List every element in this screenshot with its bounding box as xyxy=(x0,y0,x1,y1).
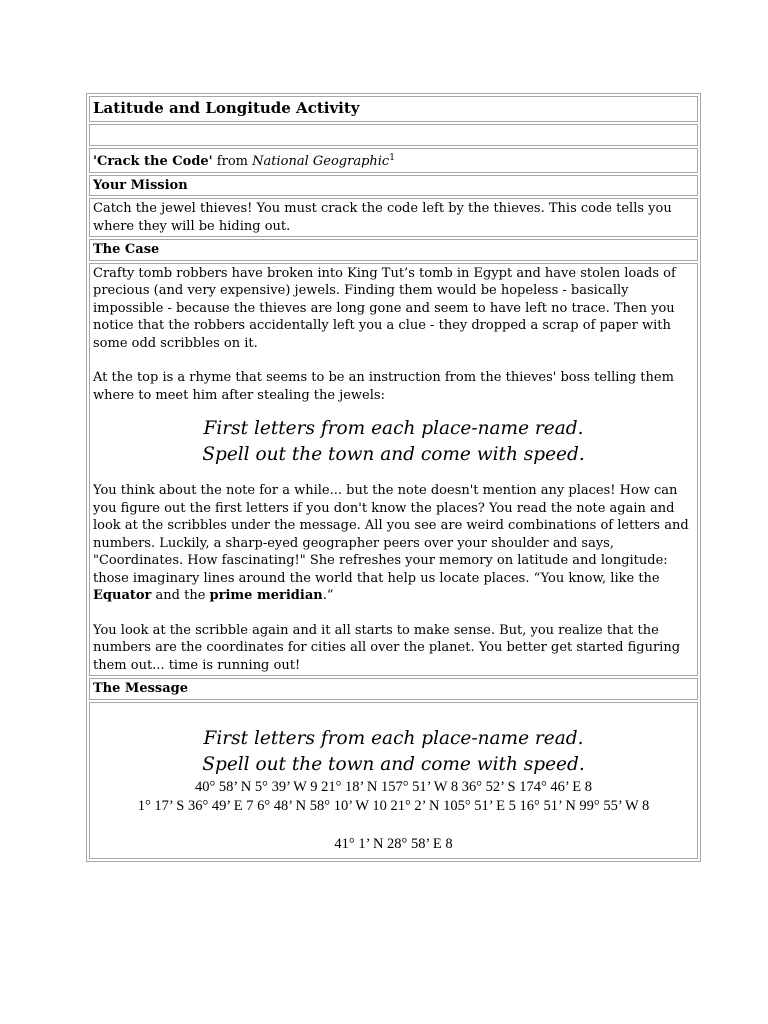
p3-end: .” xyxy=(322,588,334,603)
message-heading: The Message xyxy=(89,678,698,700)
p3-and: and the xyxy=(151,588,210,603)
case-paragraph-3 xyxy=(93,482,694,605)
rhyme-line-1: First letters from each place-name read. xyxy=(203,418,584,439)
message-rhyme-line-2: Spell out the town and come with speed. xyxy=(202,753,585,775)
mission-heading: Your Mission xyxy=(89,175,698,197)
empty-row xyxy=(89,124,698,146)
case-paragraph-4: You look at the scribble again and it all starts to make sense. But, you realize that the numbers are the coordinates for cities all over the planet. You better get started figuring them out... time is running out! xyxy=(93,622,681,673)
activity-title: Latitude and Longitude Activity xyxy=(89,96,698,122)
equator-term: Equator xyxy=(93,588,152,603)
source-from: from xyxy=(212,154,253,169)
case-paragraph-1: Crafty tomb robbers have broken into King Tut’s tomb in Egypt and have stolen loads of precious (and very expensive) jewels. Finding them would be hopeless - basically impossible - because the thieves are long gone and seem to have left no trace. Then you notice that the robbers accidentally left you a clue - they dropped a scrap of paper with some odd scribbles on it. xyxy=(93,265,676,351)
source-crack: 'Crack the Code' xyxy=(93,154,213,169)
p3-text: You think about the note for a while... but the note doesn't mention any places! How can you figure out the first letters if you don't know the places? You read the note again and look at the scribbles under the message. All you see are weird combinations of letters and numbers. Luckily, a sharp-eyed geographer peers over your shoulder and says, "Coordinates. How fascinating!" She refreshes your memory on latitude and longitude: those imaginary lines around the world that help us locate places. “You know, like the xyxy=(93,483,689,586)
message-body xyxy=(89,702,698,859)
coordinates-line-2: 1° 17’ S 36° 49’ E 7 6° 48’ N 58° 10’ W 10 21° 2’ N 105° 51’ E 5 16° 51’ N 99° 55’ W 8 xyxy=(137,797,650,814)
activity-table xyxy=(86,93,701,862)
footnote-mark: 1 xyxy=(389,153,395,163)
coordinates-line-1: 40° 58’ N 5° 39’ W 9 21° 18’ N 157° 51’ W 8 36° 52’ S 174° 46’ E 8 xyxy=(195,778,592,795)
message-rhyme-line-1: First letters from each place-name read. xyxy=(203,727,584,749)
source-row xyxy=(89,148,698,173)
prime-meridian-term: prime meridian xyxy=(209,588,323,603)
case-paragraph-2: At the top is a rhyme that seems to be an instruction from the thieves' boss telling them where to meet him after stealing the jewels: xyxy=(93,370,674,403)
case-heading: The Case xyxy=(89,239,698,261)
case-body xyxy=(89,263,698,677)
rhyme-line-2: Spell out the town and come with speed. xyxy=(202,444,585,465)
coordinates-line-3: 41° 1’ N 28° 58’ E 8 xyxy=(334,835,453,852)
mission-text: Catch the jewel thieves! You must crack the code left by the thieves. This code tells you where they will be hiding out. xyxy=(89,198,698,237)
source-publisher: National Geographic xyxy=(252,154,390,169)
case-rhyme xyxy=(93,416,694,468)
message-rhyme xyxy=(93,726,694,778)
